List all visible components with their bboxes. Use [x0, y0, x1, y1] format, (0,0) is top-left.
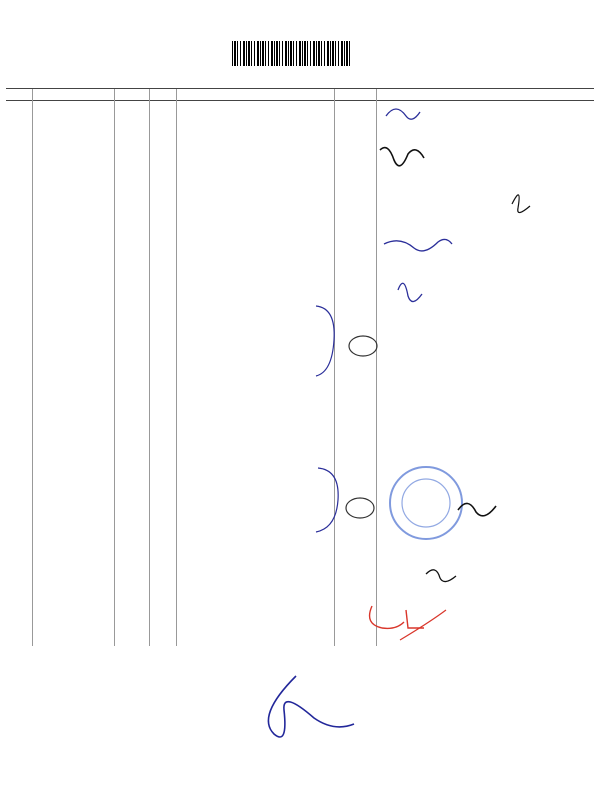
bracket-mark [316, 468, 338, 532]
red-signature [370, 606, 424, 628]
circle-mark [346, 498, 374, 518]
round-seal-inner [402, 479, 450, 527]
round-seal [390, 467, 462, 539]
signature-scribble [398, 283, 422, 301]
bottom-signature [268, 676, 354, 737]
signature-scribble [458, 503, 496, 515]
signature-scribble [380, 148, 424, 166]
bracket-mark [316, 306, 334, 376]
signature-scribble [384, 239, 452, 250]
circle-mark [349, 336, 377, 356]
signature-scribble [386, 109, 420, 119]
signature-scribble [512, 195, 530, 213]
signature-scribble [426, 570, 456, 582]
